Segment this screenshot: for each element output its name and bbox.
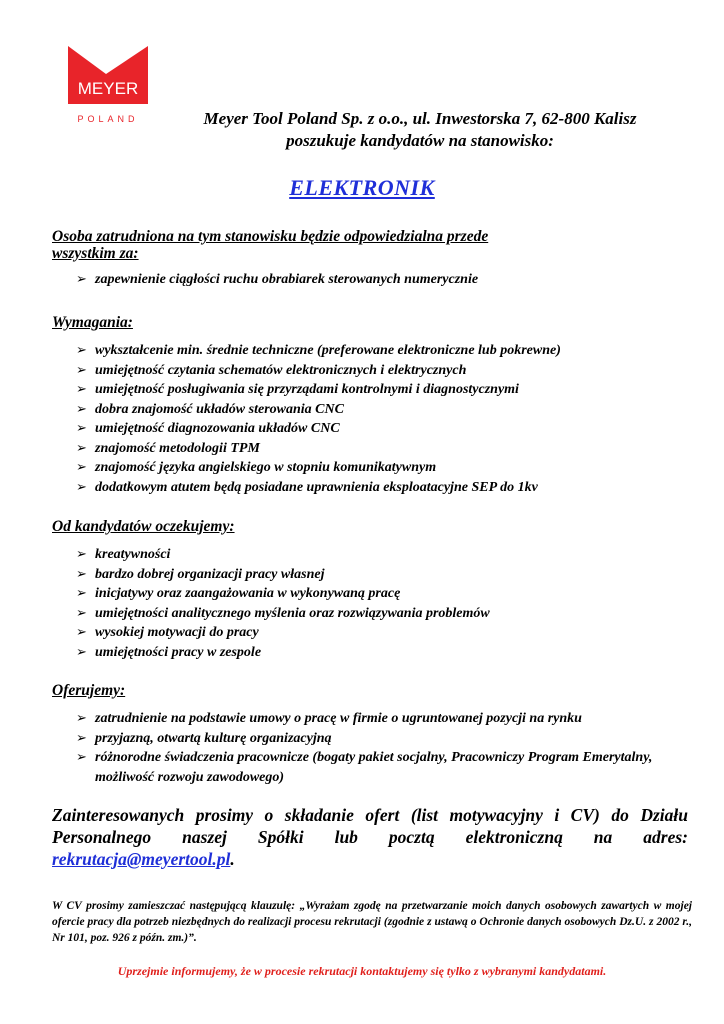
- requirements-heading: Wymagania:: [52, 314, 133, 331]
- application-period: .: [230, 849, 235, 869]
- recruitment-note: Uprzejmie informujemy, że w procesie rekrutacji kontaktujemy się tylko z wybranymi kandydatami.: [117, 964, 607, 978]
- application-text: Zainteresowanych prosimy o składanie ofert (list motywacyjny i CV) do Działu Personalnego naszej Spółki lub pocztą elektroniczną na adres:: [52, 805, 688, 847]
- arrow-bullet-icon: ➢: [76, 401, 87, 417]
- offer-heading: Oferujemy:: [52, 682, 126, 699]
- company-header: [160, 108, 680, 152]
- arrow-bullet-icon: ➢: [76, 479, 87, 495]
- responsibilities-heading-line2: wszystkim za:: [52, 245, 139, 262]
- arrow-bullet-icon: ➢: [76, 730, 87, 746]
- list-item: ➢ umiejętność posługiwania się przyrządami kontrolnymi i diagnostycznymi: [76, 380, 692, 400]
- list-item: ➢ znajomość metodologii TPM: [76, 439, 692, 459]
- recruitment-email-link[interactable]: rekrutacja@meyertool.pl: [52, 849, 231, 869]
- arrow-bullet-icon: ➢: [76, 460, 87, 475]
- list-item: ➢ różnorodne świadczenia pracownicze (bogaty pakiet socjalny, Pracowniczy Program Emerytalny, możliwość rozwoju zawodowego): [76, 750, 653, 785]
- logo-country-text: POLAND: [77, 114, 139, 124]
- responsibilities-list: [52, 270, 692, 290]
- job-title: ELEKTRONIK: [289, 175, 435, 200]
- expectations-heading: Od kandydatów oczekujemy:: [52, 518, 235, 535]
- responsibilities-heading-line1: Osoba zatrudniona na tym stanowisku będzie odpowiedzialna przede: [52, 228, 489, 245]
- logo-brand-text: MEYER: [77, 79, 139, 98]
- list-item: ➢ umiejętność diagnozowania układów CNC: [76, 419, 692, 439]
- responsibilities-heading: [52, 228, 692, 262]
- requirements-list: [52, 341, 692, 497]
- offer-list: [52, 709, 692, 787]
- arrow-bullet-icon: ➢: [76, 586, 87, 601]
- gdpr-clause: W CV prosimy zamieszczać następującą klauzulę: „Wyrażam zgodę na przetwarzanie moich danych osobowych zawartych w mojej ofercie pracy dla potrzeb niezbędnych do realizacji procesu rekrutacji (zgodnie z ustawą o Ochronie danych osobowych Dz.U. z 2002 r., Nr 101, poz. 926 z późn. zm.)”.: [52, 900, 692, 944]
- list-item: ➢ dodatkowym atutem będą posiadane uprawnienia eksploatacyjne SEP do 1kv: [76, 478, 692, 498]
- arrow-bullet-icon: ➢: [76, 711, 87, 726]
- list-item: ➢ umiejętności pracy w zespole: [76, 643, 692, 663]
- list-item: ➢ kreatywności: [76, 545, 692, 565]
- list-item: ➢ znajomość języka angielskiego w stopniu komunikatywnym: [76, 458, 692, 478]
- arrow-bullet-icon: ➢: [76, 440, 87, 456]
- list-item: ➢ zapewnienie ciągłości ruchu obrabiarek sterowanych numerycznie: [76, 270, 692, 290]
- arrow-bullet-icon: ➢: [76, 605, 87, 621]
- arrow-bullet-icon: ➢: [76, 272, 87, 287]
- expectations-section: [52, 518, 692, 662]
- list-item: ➢ zatrudnienie na podstawie umowy o pracę w firmie o ugruntowanej pozycji na rynku: [76, 709, 692, 729]
- arrow-bullet-icon: ➢: [76, 625, 87, 640]
- meyer-poland-logo: [66, 44, 152, 130]
- list-item: ➢ przyjazną, otwartą kulturę organizacyjną: [76, 729, 692, 749]
- list-item: ➢ umiejętności analitycznego myślenia oraz rozwiązywania problemów: [76, 604, 692, 624]
- arrow-bullet-icon: ➢: [76, 362, 87, 378]
- arrow-bullet-icon: ➢: [76, 421, 87, 436]
- responsibilities-section: [52, 228, 692, 290]
- arrow-bullet-icon: ➢: [76, 750, 87, 765]
- arrow-bullet-icon: ➢: [76, 382, 87, 397]
- arrow-bullet-icon: ➢: [76, 547, 87, 562]
- application-instructions: [52, 804, 688, 870]
- list-item: ➢ wykształcenie min. średnie techniczne (preferowane elektroniczne lub pokrewne): [76, 341, 692, 361]
- list-item: ➢ umiejętność czytania schematów elektronicznych i elektrycznych: [76, 361, 692, 381]
- seeking-line: poszukuje kandydatów na stanowisko:: [286, 131, 554, 150]
- arrow-bullet-icon: ➢: [76, 343, 87, 358]
- requirements-section: [52, 314, 692, 497]
- expectations-list: [52, 545, 692, 662]
- list-item: ➢ inicjatywy oraz zaangażowania w wykonywaną pracę: [76, 584, 692, 604]
- list-item: ➢ dobra znajomość układów sterowania CNC: [76, 400, 692, 420]
- list-item: ➢ bardzo dobrej organizacji pracy własnej: [76, 565, 692, 585]
- arrow-bullet-icon: ➢: [76, 644, 87, 660]
- list-item: ➢ wysokiej motywacji do pracy: [76, 623, 692, 643]
- arrow-bullet-icon: ➢: [76, 566, 87, 582]
- offer-section: [52, 682, 692, 787]
- company-address: Meyer Tool Poland Sp. z o.o., ul. Inwestorska 7, 62-800 Kalisz: [203, 109, 637, 128]
